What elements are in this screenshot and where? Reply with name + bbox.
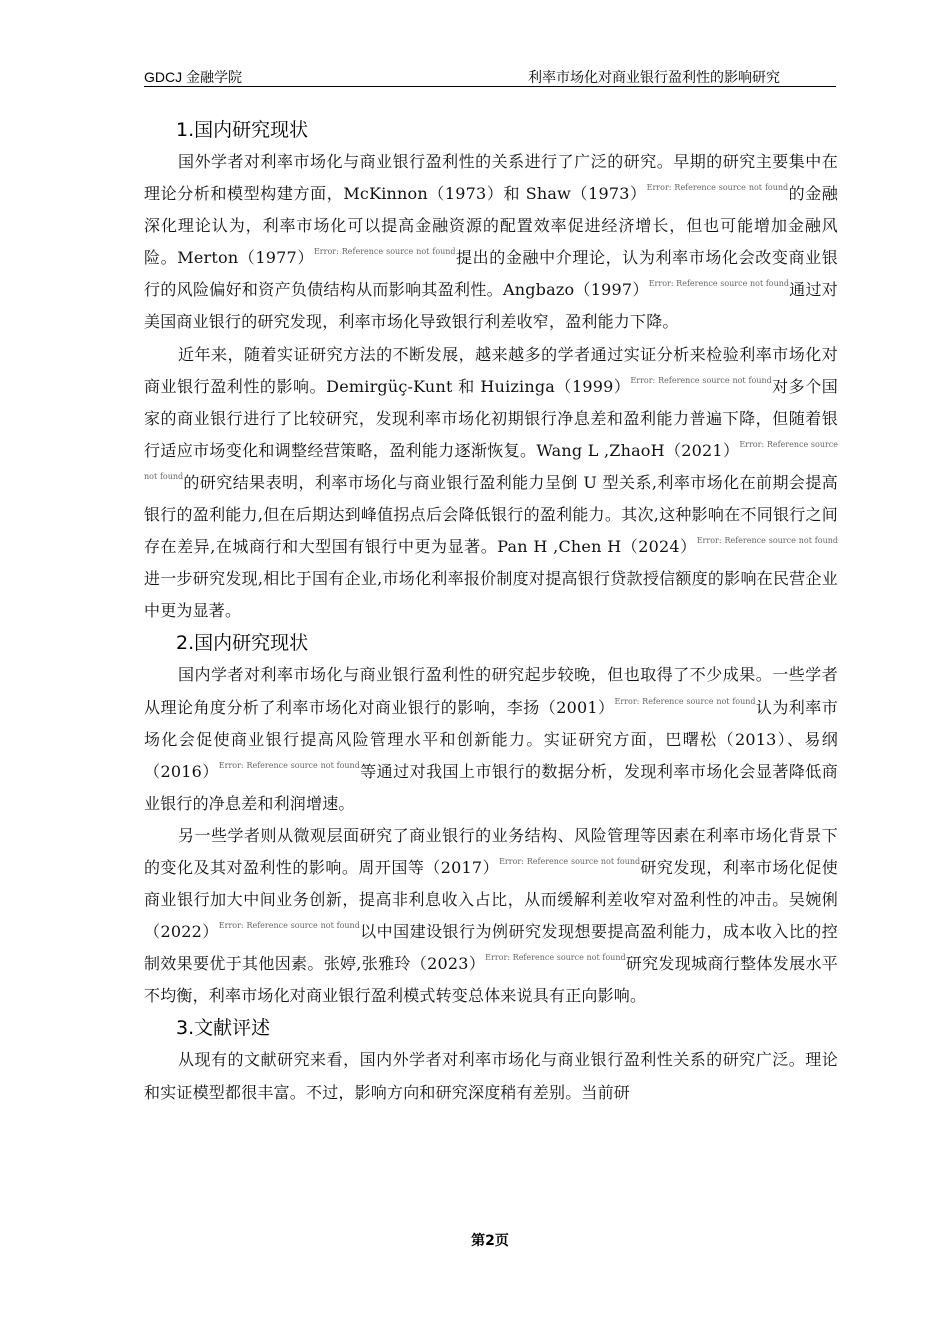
paragraph-text: 的研究结果表明，利率市场化与商业银行盈利能力呈倒 U 型关系,利率市场化在前期会提高银行的盈利能力,但在后期达到峰值拐点后会降低银行的盈利能力。其次,这种影响在不同银行之间存在差异,在城商行和大型国有银行中更为显著。Pan H ,Chen H（2024） xyxy=(144,472,838,557)
paragraph-text: 提出的金融中介理论，认为利率市场化会改变商业银行的风险偏好和资产负债结构从而影响其盈利性。Angbazo（1997） xyxy=(144,248,839,300)
body-paragraph xyxy=(144,820,838,1013)
reference-error-note: Error: Reference source not found xyxy=(646,183,789,193)
reference-error-note: Error: Reference source not found xyxy=(630,375,772,385)
paragraph-text: 通过对美国商业银行的研究发现，利率市场化导致银行利差收窄，盈利能力下降。 xyxy=(144,280,838,332)
paragraph-text: 以中国建设银行为例研究发现想要提高盈利能力，成本收入比的控制效果要优于其他因素。张婷,张雅玲（2023） xyxy=(144,922,838,974)
reference-error-note: Error: Reference source not found xyxy=(218,760,360,770)
reference-error-note: Error: Reference source not found xyxy=(648,279,790,289)
reference-error-note: Error: Reference source not found xyxy=(499,856,641,866)
section-heading: 2.国内研究现状 xyxy=(176,632,309,655)
paragraph-text: 研究发现城商行整体发展水平不均衡，利率市场化对商业银行盈利模式转变总体来说具有正向影响。 xyxy=(144,954,839,1006)
reference-error-note: Error: Reference source not found xyxy=(144,439,839,481)
section-heading: 1.国内研究现状 xyxy=(176,119,309,141)
paragraph-text: 国内学者对利率市场化与商业银行盈利性的研究起步较晚，但也取得了不少成果。一些学者从理论角度分析了利率市场化对商业银行的影响，李扬（2001） xyxy=(144,665,838,717)
paragraph-text: 认为利率市场化会促使商业银行提高风险管理水平和创新能力。实证研究方面，巴曙松（2013）、易纲（2016） xyxy=(144,697,838,781)
paragraph-text: 进一步研究发现,相比于国有企业,市场化利率报价制度对提高银行贷款授信额度的影响在民营企业中更为显著。 xyxy=(144,569,838,621)
header-institution: GDCJ 金融学院 xyxy=(144,69,242,85)
section-heading: 3.文献评述 xyxy=(176,1017,271,1040)
paragraph-text: 等通过对我国上市银行的数据分析，发现利率市场化会显著降低商业银行的净息差和利润增速。 xyxy=(144,761,838,813)
reference-error-note: Error: Reference source not found xyxy=(218,921,360,931)
paragraph-text: 的金融深化理论认为，利率市场化可以提高金融资源的配置效率促进经济增长，但也可能增加金融风险。Merton（1977） xyxy=(144,184,839,268)
paragraph-text: 近年来，随着实证研究方法的不断发展，越来越多的学者通过实证分析来检验利率市场化对商业银行盈利性的影响。Demirgüç-Kunt 和 Huizinga（1999） xyxy=(144,344,838,396)
reference-error-note: Error: Reference source not found xyxy=(696,536,839,546)
paragraph-text: 另一些学者则从微观层面研究了商业银行的业务结构、风险管理等因素在利率市场化背景下的变化及其对盈利性的影响。周开国等（2017） xyxy=(144,825,838,877)
reference-error-note: Error: Reference source not found xyxy=(313,247,456,257)
body-paragraph xyxy=(144,146,838,339)
paragraph-text: 从现有的文献研究来看，国内外学者对利率市场化与商业银行盈利性关系的研究广泛。理论和实证模型都很丰富。不过，影响方向和研究深度稍有差别。当前研 xyxy=(144,1050,838,1102)
body-paragraph xyxy=(144,659,838,819)
body-paragraph xyxy=(144,339,838,628)
paragraph-text: 国外学者对利率市场化与商业银行盈利性的关系进行了广泛的研究。早期的研究主要集中在理论分析和模型构建方面，McKinnon（1973）和 Shaw（1973） xyxy=(144,152,838,204)
document-body xyxy=(144,114,838,1109)
body-paragraph xyxy=(144,1044,838,1108)
page-number: 第2页 xyxy=(471,1233,509,1249)
page-header xyxy=(144,64,836,87)
reference-error-note: Error: Reference source not found xyxy=(485,953,626,963)
header-title: 利率市场化对商业银行盈利性的影响研究 xyxy=(528,69,780,85)
reference-error-note: Error: Reference source not found xyxy=(614,696,756,706)
paragraph-text: 对多个国家的商业银行进行了比较研究，发现利率市场化初期银行净息差和盈利能力普遍下降，但随着银行适应市场变化和调整经营策略，盈利能力逐渐恢复。Wang L ,ZhaoH（2021） xyxy=(144,376,838,460)
paragraph-text: 研究发现，利率市场化促使商业银行加大中间业务创新，提高非利息收入占比，从而缓解利差收窄对盈利性的冲击。吴婉俐（2022） xyxy=(144,857,838,942)
